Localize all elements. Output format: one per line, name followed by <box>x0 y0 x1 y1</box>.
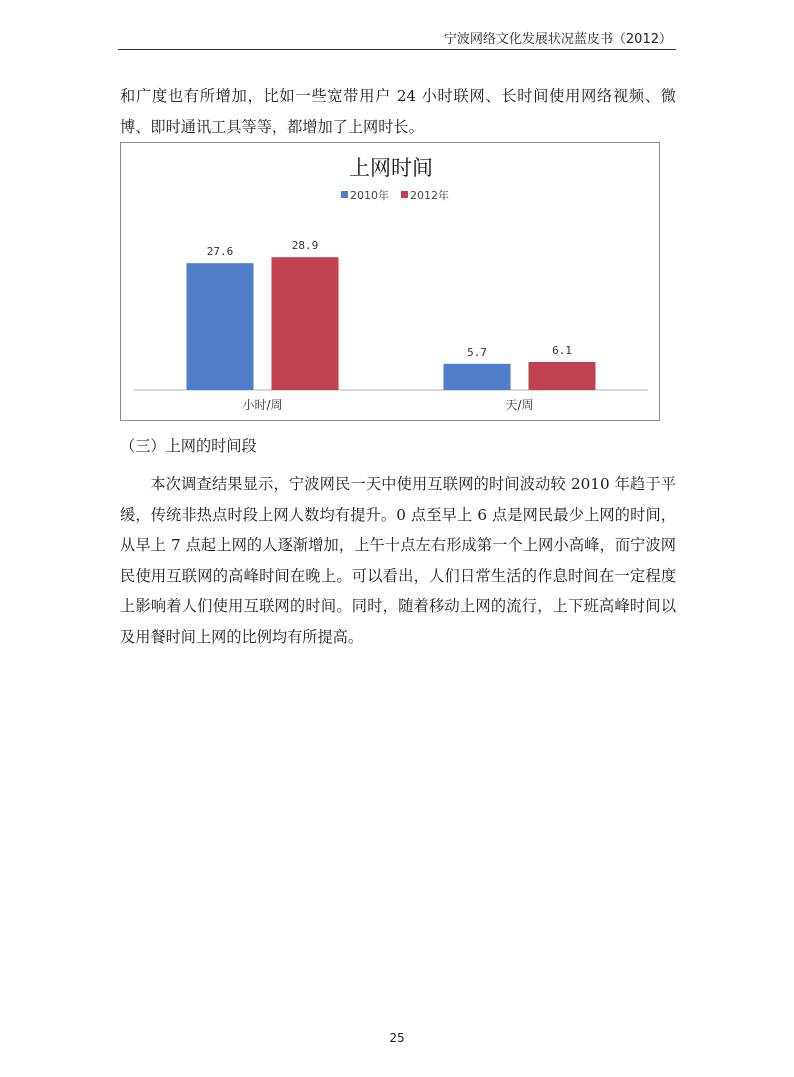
legend-swatch-0 <box>341 191 348 198</box>
data-label-0-0: 27.6 <box>206 245 234 259</box>
chart-title: 上网时间 <box>349 156 433 180</box>
legend-label-0: 2010年 <box>350 189 389 202</box>
data-label-0-1: 28.9 <box>291 239 319 253</box>
data-label-1-0: 5.7 <box>467 345 487 359</box>
body-paragraph-2: 本次调查结果显示，宁波网民一天中使用互联网的时间波动较 2010 年趋于平缓，传统非热点时段上网人数均有提升。0 点至早上 6 点是网民最少上网的时间，从早上 7 点起上网的人逐渐增加，上午十点左右形成第一个上网小高峰，而宁波网民使用互联网的高峰时间在晚上。可以看出，人们日常生活的作息时间在一定程度上影响着人们使用互联网的时间。同时，随着移动上网的流行，上下班高峰时间以及用餐时间上网的比例均有所提高。 <box>120 475 676 646</box>
bar-0-0 <box>187 263 254 390</box>
page-number: 25 <box>389 1031 405 1045</box>
header-rule <box>118 49 676 50</box>
running-header-title: 宁波网络文化发展状况蓝皮书（2012） <box>443 32 672 47</box>
bar-chart <box>120 142 660 421</box>
category-label-0: 小时/周 <box>242 398 283 412</box>
legend-label-1: 2012年 <box>410 189 449 202</box>
bar-0-1 <box>272 257 339 390</box>
bar-1-1 <box>529 362 596 390</box>
legend-swatch-1 <box>401 191 408 198</box>
body-paragraph-1: 和广度也有所增加，比如一些宽带用户 24 小时联网、长时间使用网络视频、微博、即时通讯工具等等，都增加了上网时长。 <box>120 87 676 136</box>
category-label-1: 天/周 <box>505 398 534 412</box>
data-label-1-1: 6.1 <box>552 343 572 357</box>
chart-canvas <box>121 143 661 422</box>
section-heading: （三）上网的时间段 <box>120 437 257 455</box>
bar-1-0 <box>444 364 511 390</box>
